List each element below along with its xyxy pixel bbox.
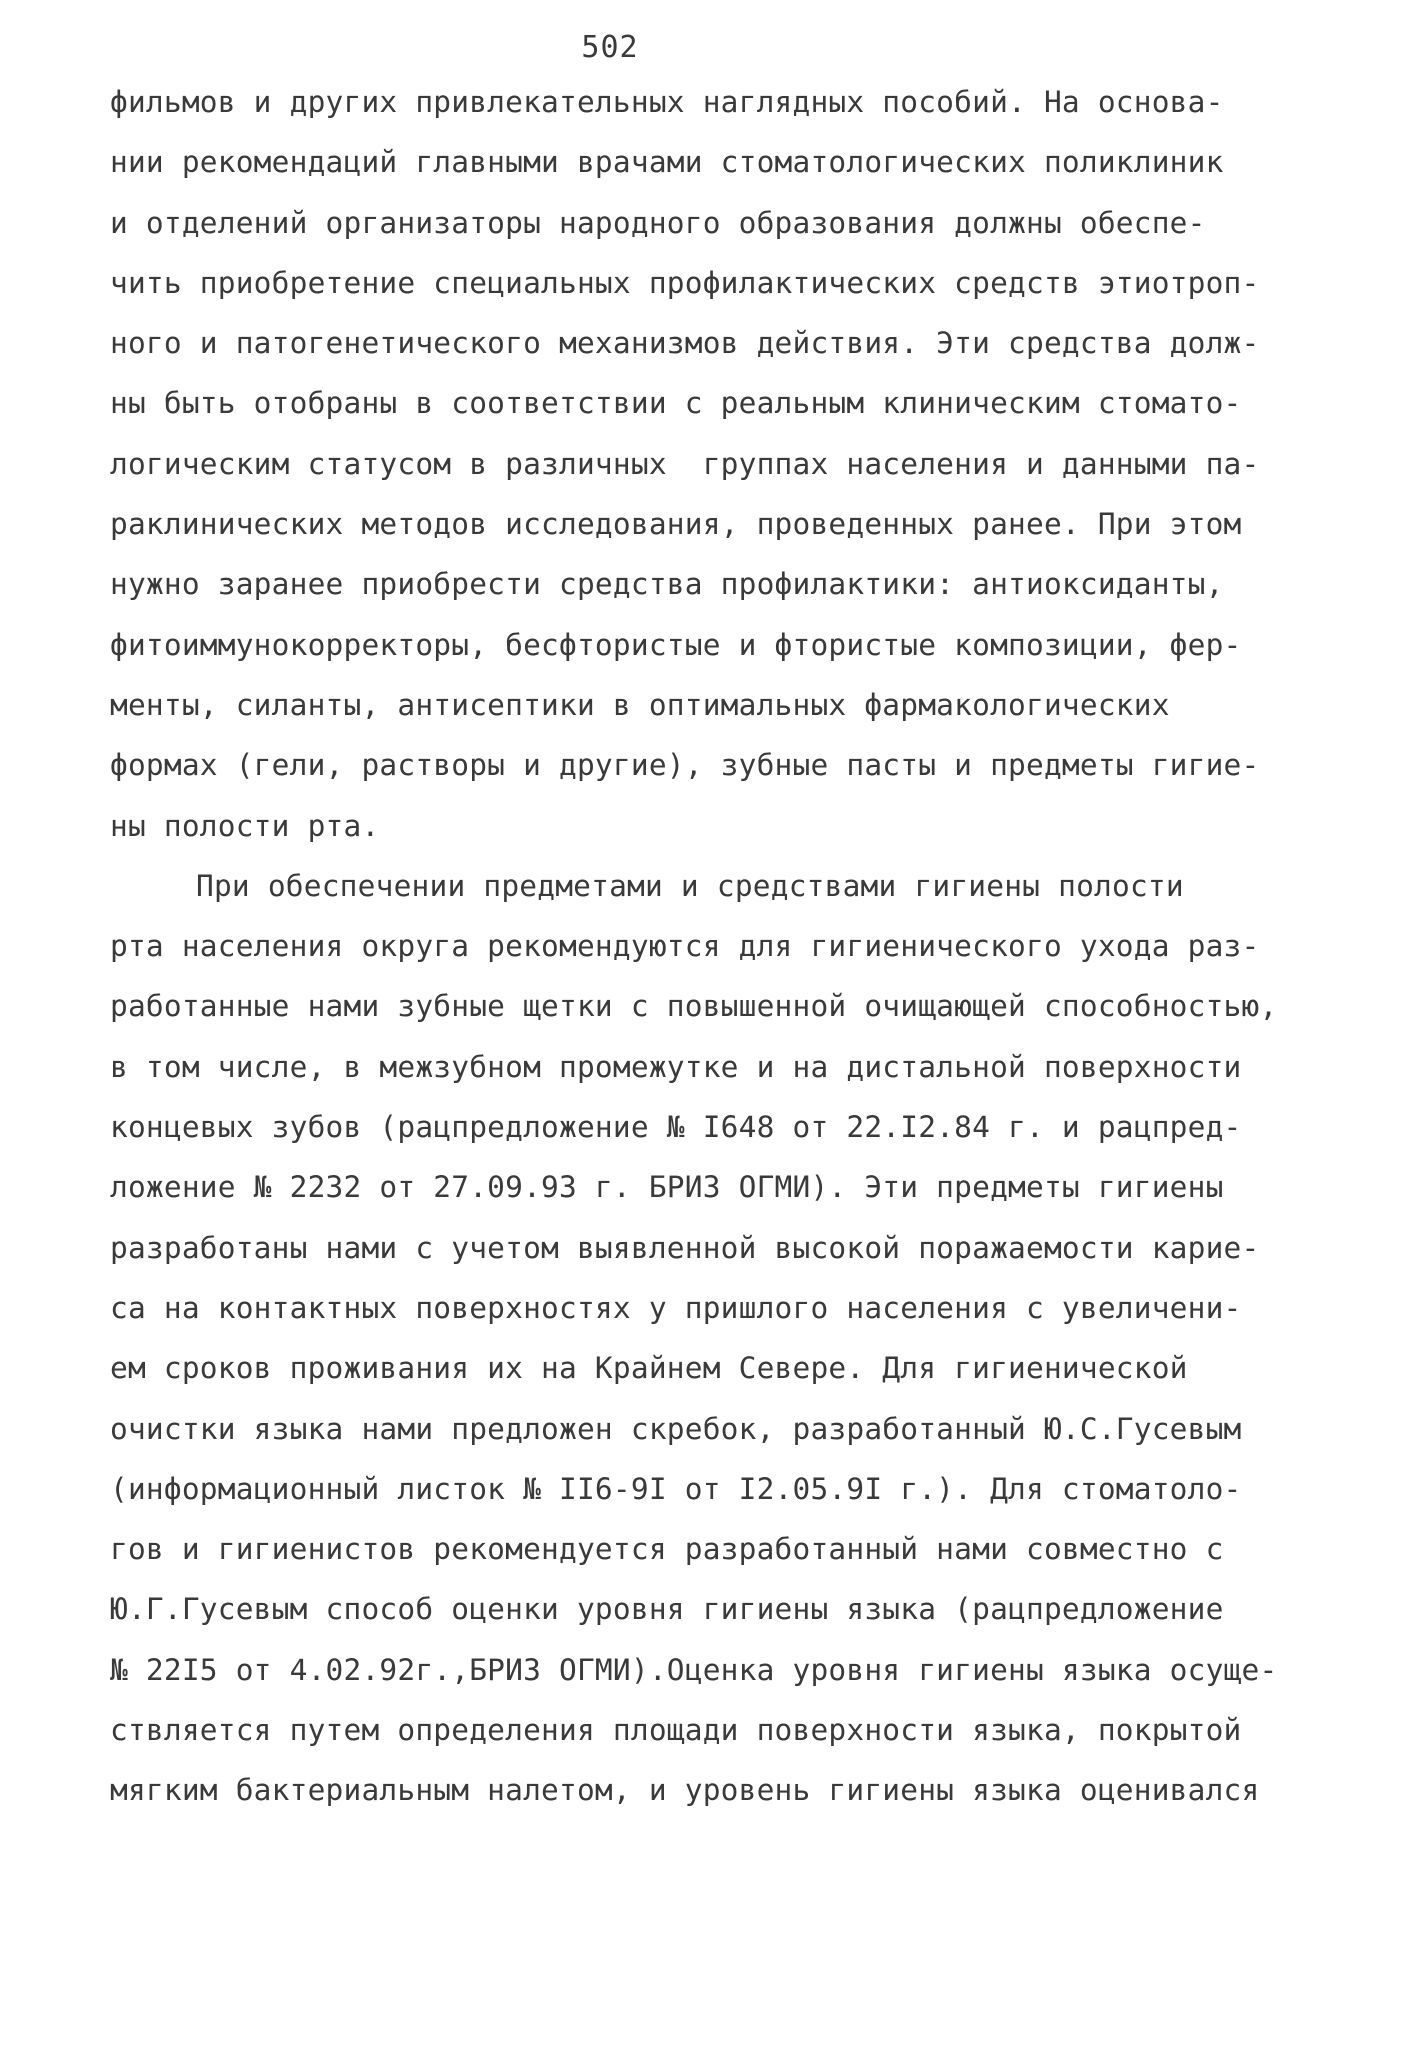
text-line: (информационный листок № II6-9I от I2.05.9I г.). Для стоматоло- — [110, 1471, 1242, 1506]
page-number: 502 — [581, 30, 639, 65]
body-text — [110, 72, 1330, 1821]
text-line: фильмов и других привлекательных наглядных пособий. На основа- — [110, 85, 1224, 119]
text-line: формах (гели, растворы и другие), зубные пасты и предметы гигие- — [110, 748, 1260, 783]
text-line: менты, силанты, антисептики в оптимальных фармакологических — [110, 687, 1170, 722]
text-line: фитоиммунокорректоры, бесфтористые и фтористые композиции, фер- — [110, 627, 1242, 662]
text-line: логическим статусом в различных группах населения и данными па- — [110, 446, 1260, 481]
text-line: и отделений организаторы народного образования должны обеспе- — [110, 205, 1206, 240]
text-line: ного и патогенетического механизмов действия. Эти средства долж- — [110, 326, 1260, 361]
text-line: в том числе, в межзубном промежутке и на дистальной поверхности — [110, 1049, 1242, 1084]
text-line: очистки языка нами предложен скребок, разработанный Ю.С.Гусевым — [110, 1411, 1242, 1446]
text-line: работанные нами зубные щетки с повышенной очищающей способностью, — [110, 989, 1278, 1024]
text-line: ны быть отобраны в соответствии с реальным клиническим стомато- — [110, 386, 1242, 421]
text-line: чить приобретение специальных профилактических средств этиотроп- — [110, 265, 1260, 300]
text-line: ны полости рта. — [110, 808, 380, 843]
text-line: са на контактных поверхностях у пришлого населения с увеличени- — [110, 1290, 1242, 1325]
text-line: При обеспечении предметами и средствами гигиены полости — [196, 868, 1184, 903]
text-line: концевых зубов (рацпредложение № I648 от 22.I2.84 г. и рацпред- — [110, 1110, 1242, 1145]
text-line: гов и гигиенистов рекомендуется разработанный нами совместно с — [110, 1532, 1224, 1567]
text-line: мягким бактериальным налетом, и уровень гигиены языка оценивался — [110, 1773, 1260, 1808]
text-line: нии рекомендаций главными врачами стоматологических поликлиник — [110, 145, 1224, 180]
text-line: нужно заранее приобрести средства профилактики: антиоксиданты, — [110, 567, 1224, 602]
text-line: рта населения округа рекомендуются для гигиенического ухода раз- — [110, 929, 1260, 964]
text-line: разработаны нами с учетом выявленной высокой поражаемости карие- — [110, 1230, 1260, 1265]
text-line: № 22I5 от 4.02.92г.,БРИЗ ОГМИ).Оценка уровня гигиены языка осуще- — [110, 1652, 1278, 1687]
text-line: Ю.Г.Гусевым способ оценки уровня гигиены языка (рацпредложение — [110, 1592, 1224, 1627]
text-line: ем сроков проживания их на Крайнем Севере. Для гигиенической — [110, 1351, 1188, 1386]
text-line: ствляется путем определения площади поверхности языка, покрытой — [110, 1713, 1242, 1748]
text-line: раклинических методов исследования, проведенных ранее. При этом — [110, 507, 1242, 542]
text-line: ложение № 2232 от 27.09.93 г. БРИЗ ОГМИ). Эти предметы гигиены — [110, 1170, 1224, 1205]
